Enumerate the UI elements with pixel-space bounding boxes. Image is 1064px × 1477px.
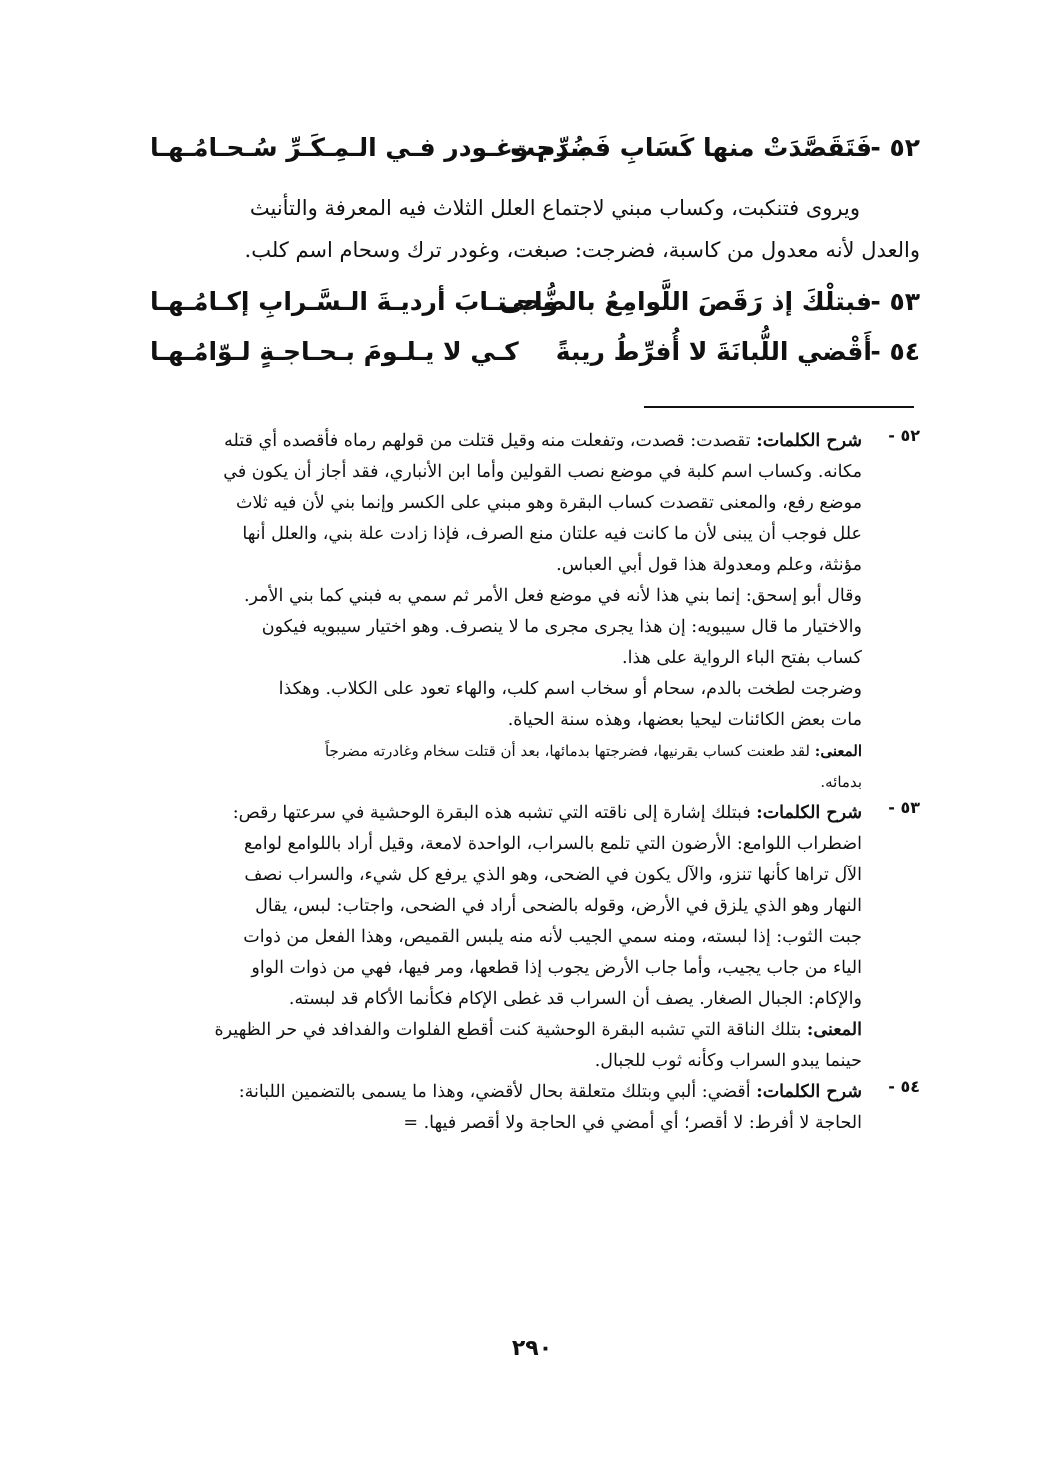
footnote-label: شرح الكلمات: [756, 1082, 862, 1102]
footnote-line: مات بعض الكائنات ليحيا بعضها، وهذه سنة الحياة. [507, 710, 862, 730]
footnote-line: مكانه. وكساب اسم كلبة في موضع نصب القولين وأما ابن الأنباري، فقد أجاز أن يكون في [223, 462, 862, 482]
footnote-line: وضرجت لطخت بالدم، سحام أو سخاب اسم كلب، والهاء تعود على الكلاب. وهكذا [278, 679, 862, 699]
footnote-line: علل فوجب أن يبنى لأن ما كانت فيه علتان منع الصرف، فإذا زادت علة بني، والعلل أنها [242, 524, 862, 544]
footnote-label: شرح الكلمات: [756, 431, 862, 451]
footnote-line: والإكام: الجبال الصغار. يصف أن السراب قد غطى الإكام فكأنما الأكام قد لبسته. [288, 989, 862, 1009]
verse-first-hemistich: أَقْضي اللُّبانَةَ لا أُفرِّطُ ريبةً [555, 337, 872, 366]
footnote-line: الحاجة لا أفرط: لا أقصر؛ أي أمضي في الحاجة ولا أقصر فيها. = [403, 1113, 862, 1133]
footnote-line: النهار وهو الذي يلزق في الأرض، وقوله بالضحى أراد في الضحى، واجتاب: لبس، يقال [255, 896, 862, 916]
footnote-line: الآل تراها كأنها تنزو، والآل يكون في الضحى، وهو الذي يرفع كل شيء، والسراب نصف [244, 865, 862, 885]
meaning-label: المعنى: [806, 1020, 862, 1040]
footnote-line: كساب بفتح الباء الرواية على هذا. [622, 648, 862, 668]
meaning-line: بدمائه. [820, 773, 862, 791]
footnote-number: ٥٤ - [888, 1077, 920, 1096]
footnote-label: شرح الكلمات: [756, 803, 862, 823]
footnote-separator [644, 406, 914, 408]
verse-second-hemistich: كـي لا يـلـومَ بـحـاجـةٍ لـوّامُـهـا [150, 337, 519, 366]
meaning-text: لقد طعنت كساب بقرنيها، فضرجتها بدمائها، بعد أن قتلت سخام وغادرته مضرجاً [324, 742, 810, 760]
footnote-line: الياء من جاب يجيب، وأما جاب الأرض يجوب إذا قطعها، ومر فيها، فهي من ذوات الواو [251, 958, 862, 978]
footnotes [150, 426, 920, 1139]
verse-first-hemistich: فبتلْكَ إذ رَقَصَ اللَّوامِعُ بالضُّحى [499, 287, 872, 316]
meaning-text: بتلك الناقة التي تشبه البقرة الوحشية كنت أقطع الفلوات والفدافد في حر الظهيرة [214, 1020, 802, 1040]
verse-second-hemistich: بـدم وغـودر فـي الـمِـكَـرِّ سُـحـامُـهـا [150, 133, 588, 162]
footnote-number: ٥٣ - [888, 798, 920, 817]
footnote-text: فبتلك إشارة إلى ناقته التي تشبه هذه البقرة الوحشية في سرعتها رقص: [232, 803, 751, 823]
meaning-line: حينما يبدو السراب وكأنه ثوب للجبال. [594, 1051, 862, 1071]
commentary-line: والعدل لأنه معدول من كاسبة، فضرجت: صبغت، وغودر ترك وسحام اسم كلب. [244, 238, 920, 262]
verse-second-hemistich: واجـتـابَ أرديـةَ الـسَّـرابِ إكـامُـهـا [150, 287, 559, 316]
footnote-text: أقضي: ألبي وبتلك متعلقة بحال لأقضي، وهذا ما يسمى بالتضمين اللبانة: [238, 1082, 751, 1102]
footnote-54 [150, 1077, 920, 1139]
footnote-line: والاختيار ما قال سيبويه: إن هذا يجرى مجرى ما لا ينصرف. وهو اختيار سيبويه فيكون [261, 617, 862, 637]
commentary-line: ويروى فتنكبت، وكساب مبني لاجتماع العلل الثلاث فيه المعرفة والتأنيث [249, 196, 860, 220]
verse-number: ٥٢ - [870, 133, 920, 162]
footnote-line: مؤنثة، وعلم ومعدولة هذا قول أبي العباس. [556, 555, 862, 575]
verse-number: ٥٤ - [870, 337, 920, 366]
footnote-line: وقال أبو إسحق: إنما بني هذا لأنه في موضع فعل الأمر ثم سمي به فبني كما بني الأمر. [243, 586, 862, 606]
footnote-line: موضع رفع، والمعنى تقصدت كساب البقرة وهو مبني على الكسر وإنما بني لأن فيه ثلاث [236, 493, 862, 513]
meaning-label: المعنى: [814, 742, 862, 760]
footnote-line: اضطراب اللوامع: الأرضون التي تلمع بالسراب، الواحدة لامعة، وقيل أراد باللوامع لوامع [244, 834, 862, 854]
footnote-line: جبت الثوب: إذا لبسته، ومنه سمي الجيب لأنه منه يلبس القميص، وهذا الفعل من ذوات [243, 927, 862, 947]
footnote-number: ٥٢ - [888, 426, 920, 445]
verse-number: ٥٣ - [870, 287, 920, 316]
footnote-text: تقصدت: قصدت، وتفعلت منه وقيل قتلت من قولهم رماه فأقصده أي قتله [224, 431, 751, 451]
page-number: ٢٩٠ [511, 1336, 553, 1361]
verse-commentary [150, 187, 920, 271]
footnote-53 [150, 798, 920, 1077]
footnote-52 [150, 426, 920, 798]
verse-first-hemistich: فَتَقَصَّدَتْ منها كَسَابِ فَضُرِّجت [510, 133, 872, 162]
